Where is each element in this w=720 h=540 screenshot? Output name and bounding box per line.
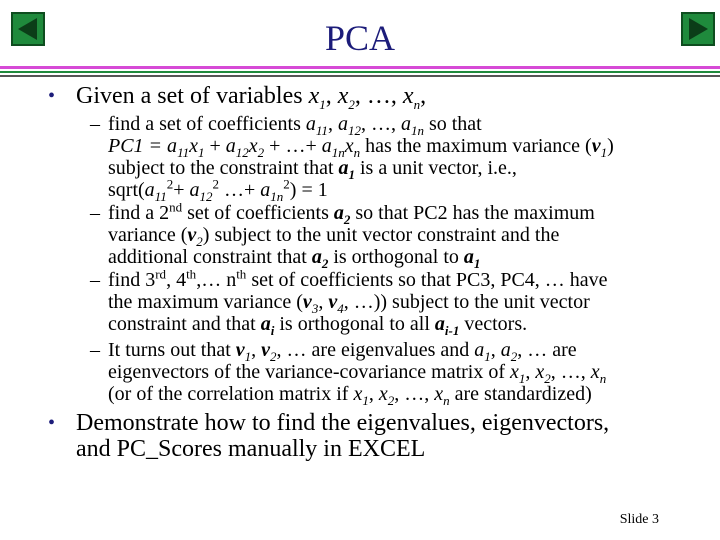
sub-bullet-1-line-1: find a set of coefficients $a_{11}$, $a_{12}$, …, $a_{1n}$ so that xyxy=(108,113,482,138)
sub-bullet-4-line-2: eigenvectors of the variance-covariance matrix of $x_1$, $x_2$, …, $x_n$ xyxy=(108,361,607,386)
title-divider-gray xyxy=(0,75,720,77)
sub-bullet-3-line-1: find 3rd, 4th,… $n^{th}$ set of coefficients so that PC3, PC4, … have xyxy=(108,266,608,291)
sub-bullet-2-line-1: find a 2nd set of coefficients $a_2$ so that PC2 has the maximum xyxy=(108,199,595,227)
sub-bullet-dash: – xyxy=(90,339,100,361)
sub-bullet-4-line-3: (or of the correlation matrix if $x_1$, $x_2$, …, $x_n$ are standardized) xyxy=(108,383,592,408)
slide-title: PCA xyxy=(324,18,396,58)
title-divider-magenta xyxy=(0,66,720,69)
sub-bullet-dash: – xyxy=(90,202,100,224)
bullet-dot: • xyxy=(48,412,56,434)
sub-bullet-1-line-4: $sqrt(a_{11}^2+ a_{12}^2$ …+ $a_{1n}^2) = 1$ xyxy=(108,176,328,204)
bullet-dot: • xyxy=(48,85,56,107)
sub-bullet-1-line-3: subject to the constraint that $a_1$ is a unit vector, i.e., xyxy=(108,157,517,182)
bullet-2-line-1: Demonstrate how to find the eigenvalues, eigenvectors, xyxy=(76,410,610,436)
bullet-1-text: Given a set of variables $x_1$, $x_2$, …, $x_n$, xyxy=(76,83,427,112)
sub-bullet-4-line-1: It turns out that $v_1$, $v_2$, … are eigenvalues and $a_1$, $a_2$, … are xyxy=(108,339,577,364)
bullet-2-line-2: and PC_Scores manually in EXCEL xyxy=(76,436,426,462)
title-divider-green xyxy=(0,71,720,73)
sub-bullet-3-line-2: the maximum variance ($v_3$, $v_4$, …)) subject to the unit vector xyxy=(108,291,590,316)
sub-bullet-2-line-3: additional constraint that $a_2$ is orthogonal to $a_1$ xyxy=(108,246,481,271)
sub-bullet-2-line-2: variance $(v_2)$ subject to the unit vector constraint and the xyxy=(108,224,560,249)
sub-bullet-dash: – xyxy=(90,113,100,135)
slide-number: Slide 3 xyxy=(619,512,659,527)
sub-bullet-dash: – xyxy=(90,269,100,291)
sub-bullet-1-line-2: $PC1 = a_{11}x_1 + a_{12}x_2$ + …+ $a_{1n}x_n$ has the maximum variance $(v_1)$ xyxy=(108,135,614,160)
sub-bullet-3-line-3: constraint and that $a_i$ is orthogonal to all $a_{i-1}$ vectors. xyxy=(108,313,528,338)
